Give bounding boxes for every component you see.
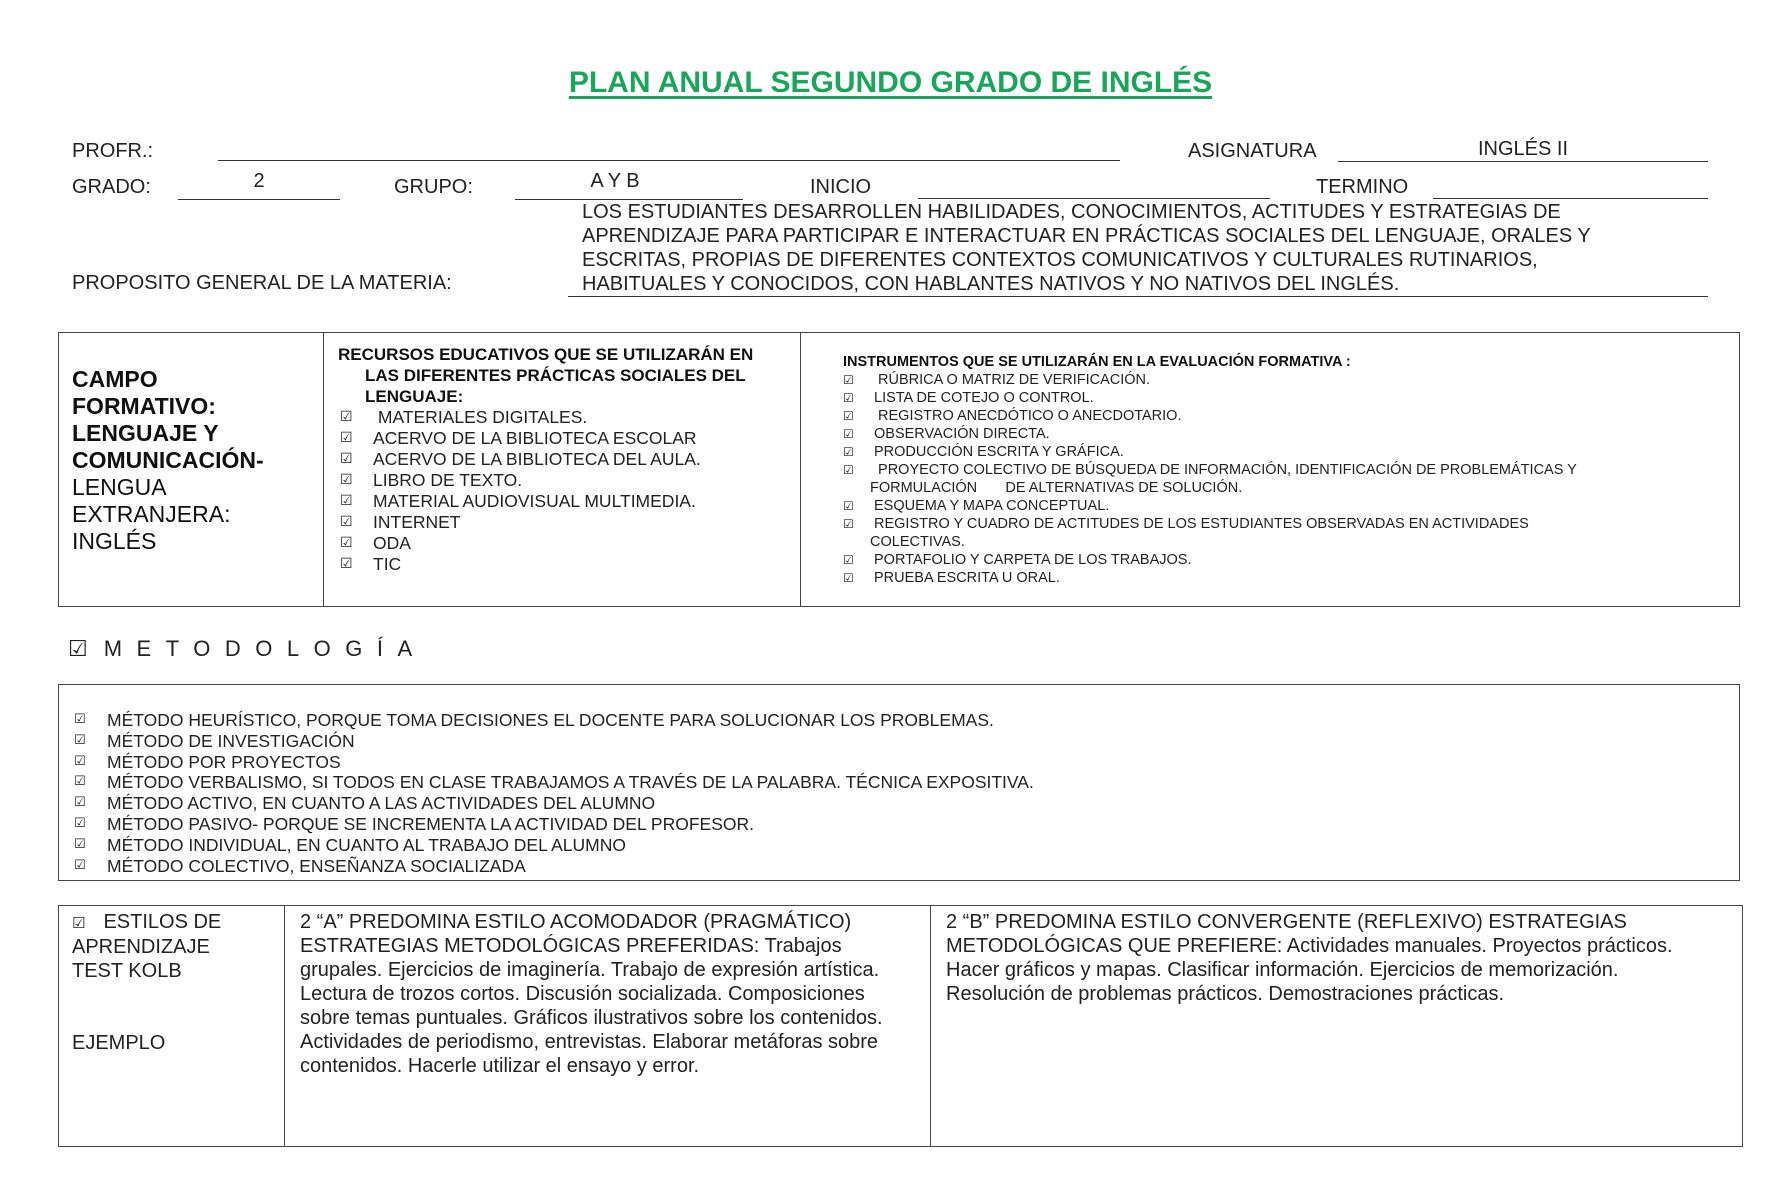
recursos-item xyxy=(340,407,701,428)
proposito-line: APRENDIZAJE PARA PARTICIPAR E INTERACTUAR EN PRÁCTICAS SOCIALES DEL LENGUAJE, ORALES Y xyxy=(582,225,1591,247)
recursos-item xyxy=(340,428,701,449)
checkbox-checked-icon[interactable]: ☑ xyxy=(340,493,353,509)
grupo-b-line: 2 “B” PREDOMINA ESTILO CONVERGENTE (REFLEXIVO) ESTRATEGIAS xyxy=(946,911,1627,933)
grupo-value: A Y B xyxy=(590,170,640,192)
metodologia-item-label: MÉTODO POR PROYECTOS xyxy=(107,751,341,772)
grado-field[interactable] xyxy=(178,170,340,200)
recursos-item xyxy=(340,449,701,470)
estilos-label-line: TEST KOLB xyxy=(72,960,182,982)
metodologia-heading-label: METODOLOGÍA xyxy=(103,636,427,661)
checkbox-checked-icon[interactable]: ☑ xyxy=(843,463,854,477)
campo-line: CAMPO xyxy=(72,366,158,392)
proposito-line: ESCRITAS, PROPIAS DE DIFERENTES CONTEXTOS COMUNICATIVOS Y CULTURALES RUTINARIOS, xyxy=(582,249,1538,271)
proposito-line: LOS ESTUDIANTES DESARROLLEN HABILIDADES, CONOCIMIENTOS, ACTITUDES Y ESTRATEGIAS DE xyxy=(582,201,1561,223)
instrumentos-item-label: FORMULACIÓN DE ALTERNATIVAS DE SOLUCIÓN. xyxy=(870,480,1243,496)
estilos-label-line: APRENDIZAJE xyxy=(72,936,210,958)
checkbox-checked-icon[interactable]: ☑ xyxy=(340,535,353,551)
metodologia-item xyxy=(74,772,1034,793)
recursos-item xyxy=(340,533,701,554)
recursos-item xyxy=(340,554,701,575)
profr-field[interactable] xyxy=(218,160,1120,161)
proposito-underline xyxy=(568,296,1708,297)
grupo-a-line: Lectura de trozos cortos. Discusión socializada. Composiciones xyxy=(300,983,865,1005)
instrumentos-list xyxy=(843,371,1577,587)
checkbox-checked-icon[interactable]: ☑ xyxy=(74,774,86,790)
metodologia-item xyxy=(74,814,1034,835)
inicio-label: INICIO xyxy=(810,176,872,198)
instrumentos-item-label: LISTA DE COTEJO O CONTROL. xyxy=(874,390,1094,406)
campo-line: FORMATIVO: xyxy=(72,393,216,419)
metodologia-item-label: MÉTODO COLECTIVO, ENSEÑANZA SOCIALIZADA xyxy=(107,855,526,876)
checkbox-checked-icon[interactable]: ☑ xyxy=(843,409,854,423)
recursos-list xyxy=(340,407,701,575)
campo-line: LENGUAJE Y xyxy=(72,420,219,446)
instrumentos-item-label: OBSERVACIÓN DIRECTA. xyxy=(874,426,1050,442)
recursos-title-line: LAS DIFERENTES PRÁCTICAS SOCIALES DEL xyxy=(365,366,746,385)
recursos-item-label: TIC xyxy=(373,554,402,574)
instrumentos-item xyxy=(843,389,1577,407)
ejemplo-label: EJEMPLO xyxy=(72,1032,166,1054)
grupo-a-line: Actividades de periodismo, entrevistas. Elaborar metáforas sobre xyxy=(300,1031,879,1053)
checkbox-checked-icon[interactable]: ☑ xyxy=(340,451,353,467)
grupo-a-line: ESTRATEGIAS METODOLÓGICAS PREFERIDAS: Trabajos xyxy=(300,935,842,957)
proposito-text xyxy=(582,200,1712,296)
checkbox-checked-icon[interactable]: ☑ xyxy=(340,514,353,530)
instrumentos-item-label: PROYECTO COLECTIVO DE BÚSQUEDA DE INFORMACIÓN, IDENTIFICACIÓN DE PROBLEMÁTICAS Y xyxy=(874,462,1577,478)
column-divider xyxy=(284,905,285,1147)
grupo-a-line: contenidos. Hacerle utilizar el ensayo y error. xyxy=(300,1055,700,1077)
grupo-b-line: METODOLÓGICAS QUE PREFIERE: Actividades manuales. Proyectos prácticos. xyxy=(946,935,1673,957)
recursos-title-line: LENGUAJE: xyxy=(365,387,464,406)
recursos-item-label: INTERNET xyxy=(373,512,461,532)
recursos-item xyxy=(340,491,701,512)
recursos-item xyxy=(340,512,701,533)
metodologia-item-label: MÉTODO HEURÍSTICO, PORQUE TOMA DECISIONES EL DOCENTE PARA SOLUCIONAR LOS PROBLEMAS. xyxy=(107,710,994,730)
instrumentos-item-label: PRODUCCIÓN ESCRITA Y GRÁFICA. xyxy=(874,444,1124,460)
campo-formativo xyxy=(72,366,317,555)
metodologia-item xyxy=(74,835,1034,856)
checkbox-checked-icon[interactable]: ☑ xyxy=(74,815,86,831)
column-divider xyxy=(800,332,801,607)
instrumentos-item xyxy=(843,461,1577,479)
checkbox-checked-icon[interactable]: ☑ xyxy=(843,517,854,531)
recursos-title xyxy=(338,344,798,407)
checkbox-checked-icon[interactable]: ☑ xyxy=(340,409,353,425)
recursos-item-label: MATERIAL AUDIOVISUAL MULTIMEDIA. xyxy=(373,491,696,511)
checkbox-checked-icon[interactable]: ☑ xyxy=(72,914,86,932)
metodologia-item-label: MÉTODO DE INVESTIGACIÓN xyxy=(107,730,355,751)
checkbox-checked-icon[interactable]: ☑ xyxy=(74,836,86,852)
checkbox-checked-icon[interactable]: ☑ xyxy=(340,430,353,446)
instrumentos-item xyxy=(843,407,1577,425)
recursos-title-line: RECURSOS EDUCATIVOS QUE SE UTILIZARÁN EN xyxy=(338,345,754,364)
grupo-label: GRUPO: xyxy=(394,176,473,198)
estilos-label-cell xyxy=(72,910,277,1055)
instrumentos-item-label: ESQUEMA Y MAPA CONCEPTUAL. xyxy=(874,498,1110,514)
metodologia-item xyxy=(74,793,1034,814)
grupo-b-cell xyxy=(946,910,1673,1006)
checkbox-checked-icon[interactable]: ☑ xyxy=(843,499,854,513)
checkbox-checked-icon[interactable]: ☑ xyxy=(843,427,854,441)
grado-label: GRADO: xyxy=(72,176,151,198)
instrumentos-item xyxy=(843,371,1577,389)
checkbox-checked-icon[interactable]: ☑ xyxy=(843,373,854,387)
page-title: PLAN ANUAL SEGUNDO GRADO DE INGLÉS xyxy=(568,66,1213,99)
instrumentos-item-label: REGISTRO Y CUADRO DE ACTITUDES DE LOS ESTUDIANTES OBSERVADAS EN ACTIVIDADES xyxy=(874,516,1529,532)
column-divider xyxy=(930,905,931,1147)
metodologia-heading xyxy=(68,636,427,662)
grupo-a-line: 2 “A” PREDOMINA ESTILO ACOMODADOR (PRAGMÁTICO) xyxy=(300,911,852,933)
recursos-item-label: MATERIALES DIGITALES. xyxy=(373,407,588,427)
checkbox-checked-icon[interactable]: ☑ xyxy=(74,753,86,769)
instrumentos-title: INSTRUMENTOS QUE SE UTILIZARÁN EN LA EVALUACIÓN FORMATIVA : xyxy=(843,354,1351,370)
recursos-item-label: ACERVO DE LA BIBLIOTECA DEL AULA. xyxy=(373,449,701,469)
grado-value: 2 xyxy=(253,170,265,192)
checkbox-checked-icon[interactable]: ☑ xyxy=(843,553,854,567)
instrumentos-item-continuation xyxy=(843,533,1577,551)
campo-line: INGLÉS xyxy=(72,528,157,554)
recursos-item-label: ODA xyxy=(373,533,411,553)
profr-label: PROFR.: xyxy=(72,140,154,162)
grupo-b-line: Resolución de problemas prácticos. Demostraciones prácticas. xyxy=(946,983,1505,1005)
proposito-label: PROPOSITO GENERAL DE LA MATERIA: xyxy=(72,272,452,294)
recursos-item-label: ACERVO DE LA BIBLIOTECA ESCOLAR xyxy=(373,428,697,448)
metodologia-list xyxy=(74,710,1034,876)
metodologia-item xyxy=(74,731,1034,752)
metodologia-item-label: MÉTODO INDIVIDUAL, EN CUANTO AL TRABAJO DEL ALUMNO xyxy=(107,834,626,855)
checkbox-checked-icon[interactable]: ☑ xyxy=(68,637,88,662)
asignatura-value: INGLÉS II xyxy=(1477,138,1569,160)
checkbox-checked-icon[interactable]: ☑ xyxy=(74,857,86,873)
instrumentos-item-label: PORTAFOLIO Y CARPETA DE LOS TRABAJOS. xyxy=(874,552,1192,568)
instrumentos-item-label: COLECTIVAS. xyxy=(870,534,965,550)
asignatura-field[interactable] xyxy=(1338,138,1708,162)
instrumentos-item xyxy=(843,443,1577,461)
instrumentos-item-label: RÚBRICA O MATRIZ DE VERIFICACIÓN. xyxy=(874,372,1151,388)
instrumentos-item-label: REGISTRO ANECDÓTICO O ANECDOTARIO. xyxy=(874,408,1182,424)
metodologia-item-label: MÉTODO ACTIVO, EN CUANTO A LAS ACTIVIDADES DEL ALUMNO xyxy=(107,793,656,814)
checkbox-checked-icon[interactable]: ☑ xyxy=(843,571,854,585)
asignatura-label: ASIGNATURA xyxy=(1188,140,1317,162)
campo-line: EXTRANJERA: xyxy=(72,501,231,527)
instrumentos-item xyxy=(843,551,1577,569)
checkbox-checked-icon[interactable]: ☑ xyxy=(340,556,353,572)
checkbox-checked-icon[interactable]: ☑ xyxy=(74,712,86,727)
campo-line: COMUNICACIÓN- xyxy=(72,447,264,473)
instrumentos-item-continuation xyxy=(843,479,1577,497)
instrumentos-item xyxy=(843,497,1577,515)
checkbox-checked-icon[interactable]: ☑ xyxy=(74,795,86,811)
metodologia-item-label: MÉTODO PASIVO- PORQUE SE INCREMENTA LA ACTIVIDAD DEL PROFESOR. xyxy=(107,813,754,834)
checkbox-checked-icon[interactable]: ☑ xyxy=(843,445,854,459)
instrumentos-item xyxy=(843,425,1577,443)
estilos-label-line: ESTILOS DE xyxy=(103,911,222,933)
recursos-item-label: LIBRO DE TEXTO. xyxy=(373,470,523,490)
inicio-field[interactable] xyxy=(918,198,1270,199)
grupo-a-line: sobre temas puntuales. Gráficos ilustrativos sobre los contenidos. xyxy=(300,1007,883,1029)
instrumentos-item xyxy=(843,569,1577,587)
column-divider xyxy=(323,332,324,607)
metodologia-item xyxy=(74,710,1034,731)
instrumentos-item-label: PRUEBA ESCRITA U ORAL. xyxy=(874,570,1060,586)
proposito-line: HABITUALES Y CONOCIDOS, CON HABLANTES NATIVOS Y NO NATIVOS DEL INGLÉS. xyxy=(582,273,1400,295)
metodologia-item-label: MÉTODO VERBALISMO, SI TODOS EN CLASE TRABAJAMOS A TRAVÉS DE LA PALABRA. TÉCNICA EXPOSITIVA. xyxy=(107,772,1034,793)
grupo-a-line: grupales. Ejercicios de imaginería. Trabajo de expresión artística. xyxy=(300,959,880,981)
grupo-a-cell xyxy=(300,910,883,1078)
instrumentos-item xyxy=(843,515,1577,533)
checkbox-checked-icon[interactable]: ☑ xyxy=(340,472,353,488)
termino-label: TERMINO xyxy=(1316,176,1409,198)
metodologia-item xyxy=(74,856,1034,877)
metodologia-item xyxy=(74,752,1034,773)
checkbox-checked-icon[interactable]: ☑ xyxy=(843,391,854,405)
checkbox-checked-icon[interactable]: ☑ xyxy=(74,732,86,748)
grupo-b-line: Hacer gráficos y mapas. Clasificar información. Ejercicios de memorización. xyxy=(946,959,1619,981)
campo-line: LENGUA xyxy=(72,474,167,500)
recursos-item xyxy=(340,470,701,491)
termino-field[interactable] xyxy=(1433,198,1708,199)
